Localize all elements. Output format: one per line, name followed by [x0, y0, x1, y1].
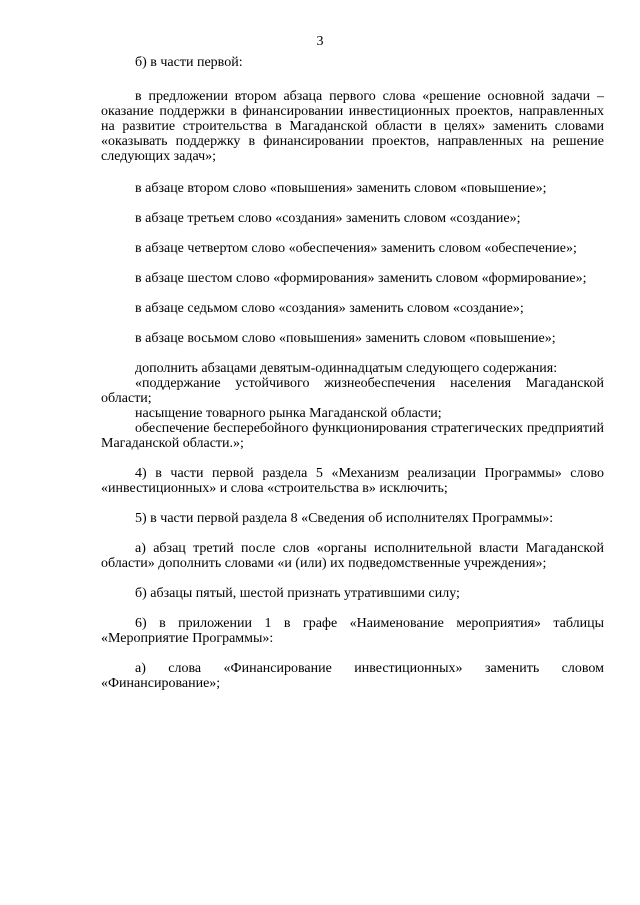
paragraph-abzac-3: в абзаце третьем слово «создания» заменить словом «создание»;: [135, 211, 521, 226]
paragraph-new-abzac-9: «поддержание устойчивого жизнеобеспечения населения Магаданской области;: [101, 376, 604, 406]
paragraph-abzac-2: в абзаце втором слово «повышения» заменить словом «повышение»;: [135, 181, 547, 196]
paragraph-abzac-7: в абзаце седьмом слово «создания» заменить словом «создание»;: [135, 301, 524, 316]
document-body: [101, 55, 604, 691]
paragraph-new-abzac-10: насыщение товарного рынка Магаданской области;: [135, 406, 442, 421]
paragraph-first-abzac-replacement: в предложении втором абзаца первого слова «решение основной задачи – оказание поддержки в финансировании инвестиционных проектов, направленных на развитие строительства в Магаданской области в целях» заменить словами «оказывать поддержку в финансировании проектов, направленных на решение следующих задач»;: [101, 89, 604, 164]
page-number: 3: [316, 34, 324, 49]
paragraph-item-4: 4) в части первой раздела 5 «Механизм реализации Программы» слово «инвестиционных» и слова «строительства в» исключить;: [101, 466, 604, 496]
paragraph-abzac-8: в абзаце восьмом слово «повышения» заменить словом «повышение»;: [135, 331, 556, 346]
paragraph-item-6: 6) в приложении 1 в графе «Наименование мероприятия» таблицы «Мероприятие Программы»:: [101, 616, 604, 646]
paragraph-abzac-4: в абзаце четвертом слово «обеспечения» заменить словом «обеспечение»;: [135, 241, 577, 256]
paragraph-item-5b: б) абзацы пятый, шестой признать утратившими силу;: [135, 586, 460, 601]
paragraph-new-abzac-11: обеспечение бесперебойного функционирования стратегических предприятий Магаданской области.»;: [101, 421, 604, 451]
paragraph-part-one: б) в части первой:: [135, 55, 243, 70]
paragraph-item-6a: а) слова «Финансирование инвестиционных» заменить словом «Финансирование»;: [101, 661, 604, 691]
paragraph-item-5a: а) абзац третий после слов «органы исполнительной власти Магаданской области» дополнить словами «и (или) их подведомственные учреждения»;: [101, 541, 604, 571]
paragraph-item-5: 5) в части первой раздела 8 «Сведения об исполнителях Программы»:: [135, 511, 554, 526]
paragraph-add-abzacs: дополнить абзацами девятым-одиннадцатым следующего содержания:: [135, 361, 558, 376]
paragraph-abzac-6: в абзаце шестом слово «формирования» заменить словом «формирование»;: [135, 271, 587, 286]
